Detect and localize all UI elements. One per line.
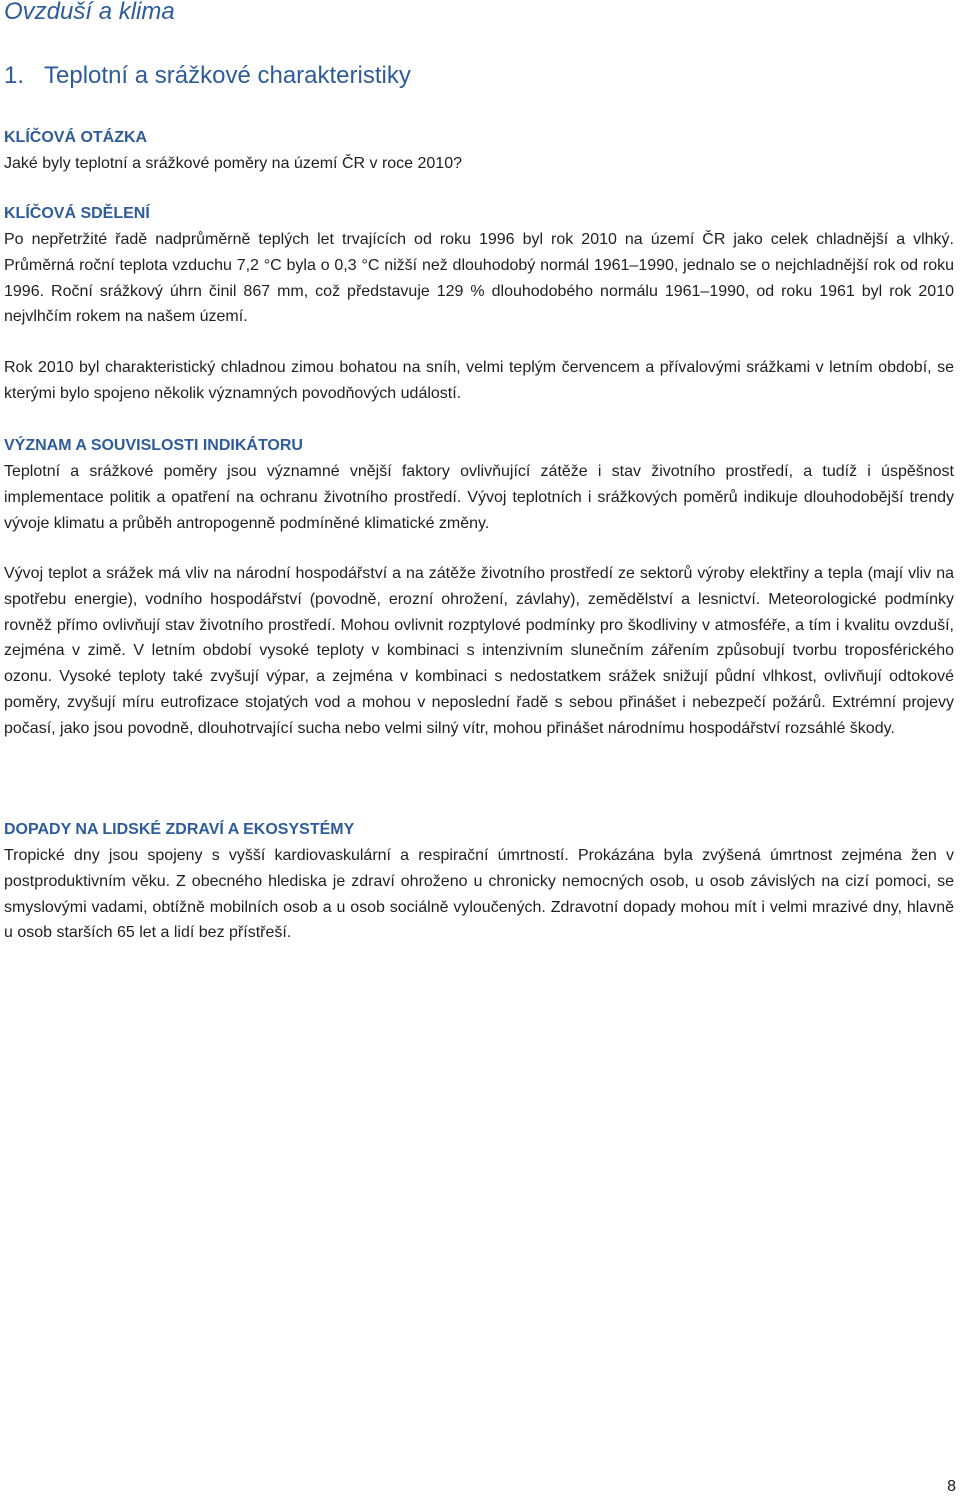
health-block xyxy=(4,817,954,946)
document-title: Ovzduší a klima xyxy=(4,0,175,25)
relevance-block xyxy=(4,433,954,536)
relevance-heading: VÝZNAM A SOUVISLOSTI INDIKÁTORU xyxy=(4,437,303,454)
key-messages-block-2 xyxy=(4,355,954,407)
key-messages-block xyxy=(4,201,954,330)
key-question-heading: KLÍČOVÁ OTÁZKA xyxy=(4,129,148,146)
key-question-block xyxy=(4,125,954,177)
key-messages-paragraph-1: Po nepřetržité řadě nadprůměrně teplých let trvajících od roku 1996 byl rok 2010 na území ČR jako celek chladnější a vlhký. Průměrná roční teplota vzduchu 7,2 °C byla o 0,3 °C nižší než dlouhodobý normál 1961–1990, jednalo se o nejchladnější rok od roku 1996. Roční srážkový úhrn činil 867 mm, což představuje 129 % dlouhodobého normálu 1961–1990, od roku 1961 byl rok 2010 nejvlhčím rokem na našem území. xyxy=(4,231,954,326)
key-question-text: Jaké byly teplotní a srážkové poměry na území ČR v roce 2010? xyxy=(4,155,462,172)
relevance-paragraph-1: Teplotní a srážkové poměry jsou významné vnější faktory ovlivňující zátěže i stav životního prostředí, a tudíž i úspěšnost implementace politik a opatření na ochranu životního prostředí. Vývoj teplotních i srážkových poměrů indikuje dlouhodobější trendy vývoje klimatu a průběh antropogenně podmíněné klimatické změny. xyxy=(4,463,954,532)
page-number: 8 xyxy=(947,1478,956,1495)
key-messages-paragraph-2: Rok 2010 byl charakteristický chladnou zimou bohatou na sníh, velmi teplým červencem a přívalovými srážkami v letním období, se kterými bylo spojeno několik významných povodňových událostí. xyxy=(4,359,954,402)
relevance-block-2 xyxy=(4,561,954,742)
key-messages-heading: KLÍČOVÁ SDĚLENÍ xyxy=(4,205,150,222)
relevance-paragraph-2: Vývoj teplot a srážek má vliv na národní hospodářství a na zátěže životního prostředí ze sektorů výroby elektřiny a tepla (mají vliv na spotřebu energie), vodního hospodářství (povodně, erozní ohrožení, závlahy), zemědělství a lesnictví. Meteorologické podmínky rovněž přímo ovlivňují stav životního prostředí. Mohou ovlivnit rozptylové podmínky pro škodliviny v atmosféře, a tím i kvalitu ovzduší, zejména v zimě. V letním období vysoké teploty v kombinaci s intenzivním slunečním zářením způsobují tvorbu troposférického ozonu. Vysoké teploty také zvyšují výpar, a zejména v kombinaci s nedostatkem srážek snižují půdní vlhkost, ovlivňují odtokové poměry, zvyšují míru eutrofizace stojatých vod a mohou v neposlední řadě s sebou přinášet i nebezpečí požárů. Extrémní projevy počasí, jako jsou povodně, dlouhotrvající sucha nebo velmi silný vítr, mohou přinášet národnímu hospodářství rozsáhlé škody. xyxy=(4,565,954,737)
health-heading: DOPADY NA LIDSKÉ ZDRAVÍ A EKOSYSTÉMY xyxy=(4,821,355,838)
section-title: 1. Teplotní a srážkové charakteristiky xyxy=(4,62,411,89)
health-paragraph-1: Tropické dny jsou spojeny s vyšší kardiovaskulární a respirační úmrtností. Prokázána byla zvýšená úmrtnost zejména žen v postproduktivním věku. Z obecného hlediska je zdraví ohroženo u chronicky nemocných osob, u osob závislých na cizí pomoci, se smyslovými vadami, obtížně mobilních osob a u osob sociálně vyloučených. Zdravotní dopady mohou mít i velmi mrazivé dny, hlavně u osob starších 65 let a lidí bez přístřeší. xyxy=(4,847,954,942)
